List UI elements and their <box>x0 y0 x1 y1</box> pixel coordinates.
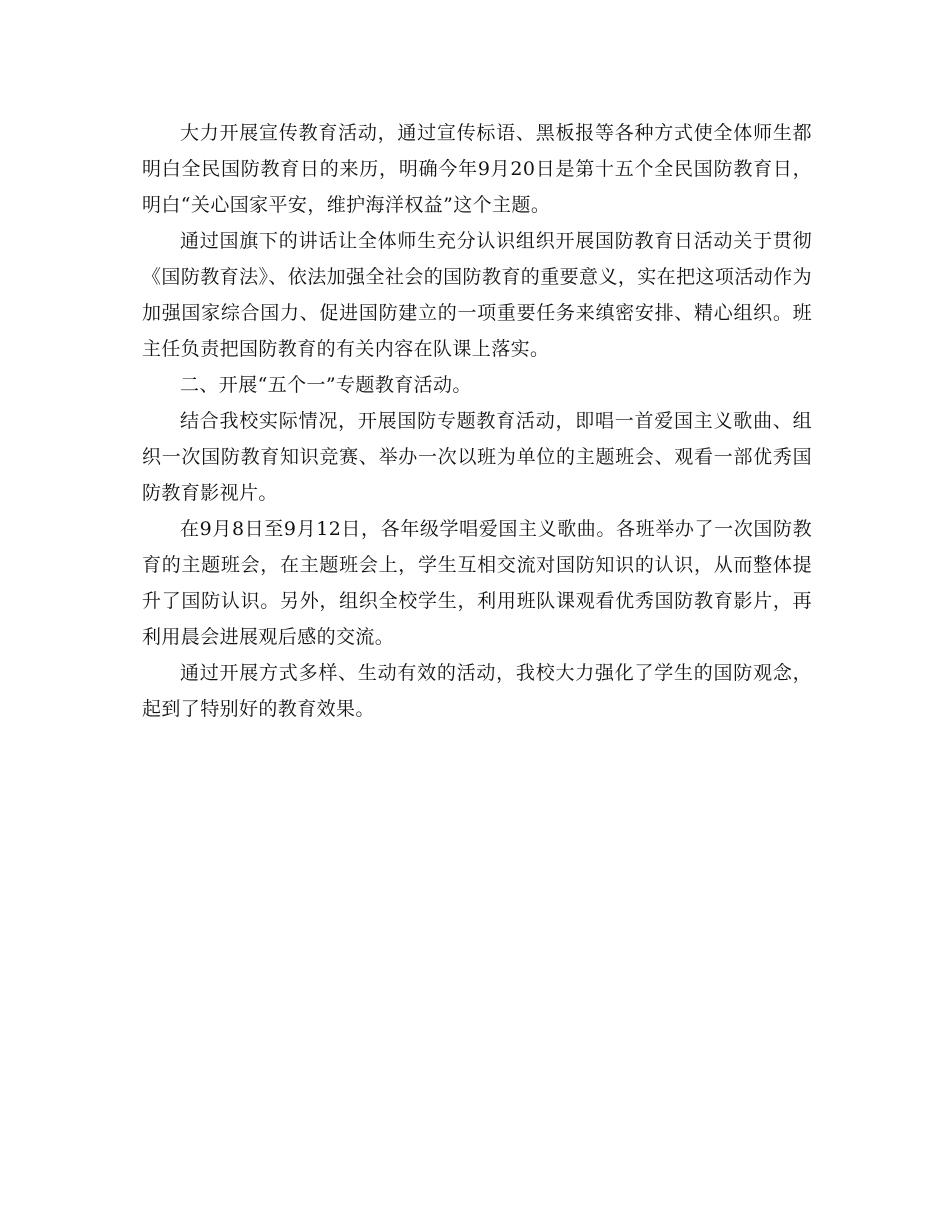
paragraph-conclusion: 通过开展方式多样、生动有效的活动，我校大力强化了学生的国防观念，起到了特别好的教育效果。 <box>142 662 812 720</box>
section-heading-five-ones: 二、开展“五个一”专题教育活动。 <box>180 374 472 396</box>
document-body <box>142 115 812 727</box>
paragraph-special-education: 结合我校实际情况，开展国防专题教育活动，即唱一首爱国主义歌曲、组织一次国防教育知识竞赛、举办一次以班为单位的主题班会、观看一部优秀国防教育影视片。 <box>142 410 812 504</box>
paragraph-publicity-activities: 大力开展宣传教育活动，通过宣传标语、黑板报等各种方式使全体师生都明白全民国防教育日的来历，明确今年9月20日是第十五个全民国防教育日，明白“关心国家平安，维护海洋权益”这个主题。 <box>142 122 812 216</box>
paragraph-september-activities: 在9月8日至9月12日，各年级学唱爱国主义歌曲。各班举办了一次国防教育的主题班会，在主题班会上，学生互相交流对国防知识的认识，从而整体提升了国防认识。另外，组织全校学生，利用班队课观看优秀国防教育影片，再利用晨会进展观后感的交流。 <box>142 518 812 648</box>
paragraph-flag-speech: 通过国旗下的讲话让全体师生充分认识组织开展国防教育日活动关于贯彻《国防教育法》、依法加强全社会的国防教育的重要意义，实在把这项活动作为加强国家综合国力、促进国防建立的一项重要任务来缜密安排、精心组织。班主任负责把国防教育的有关内容在队课上落实。 <box>142 230 812 360</box>
